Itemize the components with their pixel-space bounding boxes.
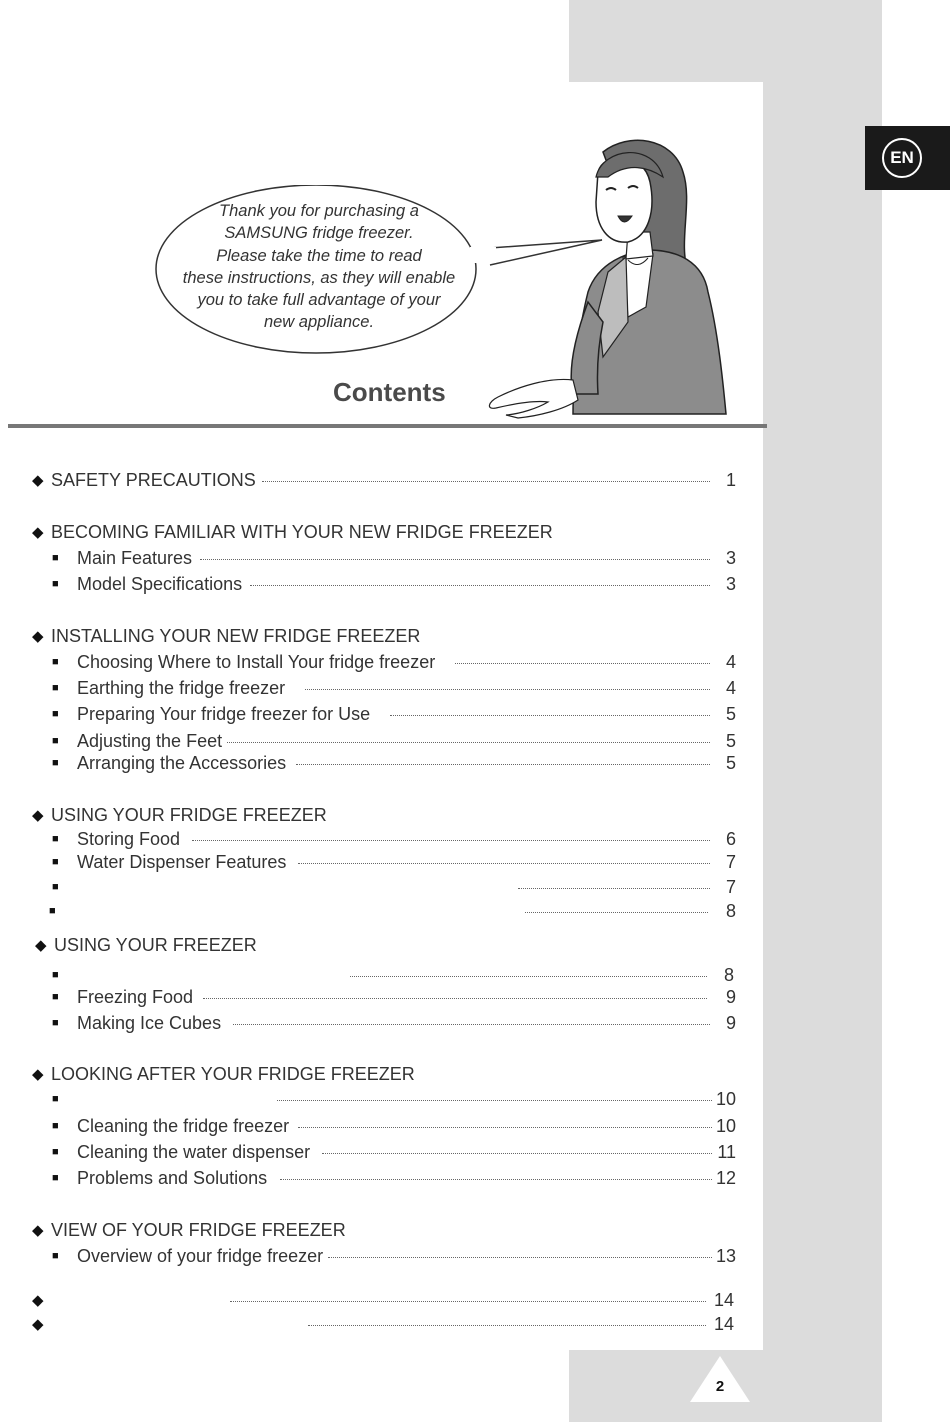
toc-label: Choosing Where to Install Your fridge freezer <box>77 652 439 673</box>
square-bullet-icon: ■ <box>52 1250 59 1262</box>
toc-row[interactable] <box>0 574 740 598</box>
diamond-bullet-icon: ◆ <box>32 472 44 489</box>
dot-leader <box>227 742 710 743</box>
toc-row[interactable] <box>0 1116 740 1140</box>
toc-page: 3 <box>725 574 736 594</box>
dot-leader <box>296 764 710 765</box>
square-bullet-icon: ■ <box>49 905 56 917</box>
square-bullet-icon: ■ <box>52 578 59 590</box>
toc-row[interactable] <box>0 731 740 755</box>
dot-leader <box>192 840 710 841</box>
dot-leader <box>308 1325 706 1326</box>
square-bullet-icon: ■ <box>52 708 59 720</box>
toc-row[interactable] <box>0 1246 740 1270</box>
diamond-bullet-icon: ◆ <box>32 1292 44 1309</box>
toc-label: Arranging the Accessories <box>77 753 290 774</box>
square-bullet-icon: ■ <box>52 1017 59 1029</box>
diamond-bullet-icon: ◆ <box>32 1222 44 1239</box>
dot-leader <box>298 1127 712 1128</box>
dot-leader <box>280 1179 712 1180</box>
toc-page: 8 <box>725 901 736 921</box>
toc-row[interactable] <box>0 852 740 876</box>
toc-page: 1 <box>725 470 736 490</box>
toc-page: 6 <box>725 829 736 849</box>
toc-label: INSTALLING YOUR NEW FRIDGE FREEZER <box>51 626 424 647</box>
toc-row[interactable] <box>0 548 740 572</box>
toc-row[interactable] <box>0 965 740 989</box>
dot-leader <box>298 863 710 864</box>
toc-page: 10 <box>715 1116 736 1136</box>
square-bullet-icon: ■ <box>52 682 59 694</box>
toc-page: 7 <box>725 877 736 897</box>
bubble-line: Please take the time to read <box>216 246 422 265</box>
toc-row[interactable] <box>0 626 740 650</box>
toc-label: Cleaning the fridge freezer <box>77 1116 293 1137</box>
dot-leader <box>305 689 710 690</box>
toc-label: LOOKING AFTER YOUR FRIDGE FREEZER <box>51 1064 419 1085</box>
dot-leader <box>203 998 707 999</box>
toc-label: Problems and Solutions <box>77 1168 271 1189</box>
dot-leader <box>328 1257 712 1258</box>
toc-row[interactable] <box>0 753 740 777</box>
toc-row[interactable] <box>0 1314 740 1338</box>
dot-leader <box>390 715 710 716</box>
dot-leader <box>350 976 707 977</box>
toc-row[interactable] <box>0 805 740 829</box>
toc-page: 14 <box>713 1314 734 1334</box>
toc-page: 9 <box>725 987 736 1007</box>
toc-page: 9 <box>725 1013 736 1033</box>
toc-row[interactable] <box>0 1168 740 1192</box>
toc-label: Freezing Food <box>77 987 197 1008</box>
toc-row[interactable] <box>0 470 740 494</box>
toc-row[interactable] <box>0 1064 740 1088</box>
speech-bubble-text <box>160 200 478 334</box>
bubble-line: you to take full advantage of your <box>197 291 441 310</box>
toc-label: Earthing the fridge freezer <box>77 678 289 699</box>
toc-label: Main Features <box>77 548 196 569</box>
toc-page: 8 <box>723 965 734 985</box>
toc-row[interactable] <box>0 1142 740 1166</box>
square-bullet-icon: ■ <box>52 833 59 845</box>
toc-page: 5 <box>725 731 736 751</box>
toc-page: 12 <box>715 1168 736 1188</box>
dot-leader <box>525 912 708 913</box>
toc-page: 14 <box>713 1290 734 1310</box>
square-bullet-icon: ■ <box>52 735 59 747</box>
dot-leader <box>455 663 710 664</box>
toc-label: Making Ice Cubes <box>77 1013 225 1034</box>
toc-page: 11 <box>717 1142 736 1162</box>
square-bullet-icon: ■ <box>52 1093 59 1105</box>
toc-row[interactable] <box>0 522 740 546</box>
toc-label: VIEW OF YOUR FRIDGE FREEZER <box>51 1220 350 1241</box>
dot-leader <box>200 559 710 560</box>
language-tab <box>865 126 950 190</box>
toc-row[interactable] <box>0 704 740 728</box>
bubble-line: new appliance. <box>263 313 375 332</box>
toc-row[interactable] <box>0 652 740 676</box>
toc-label: USING YOUR FRIDGE FREEZER <box>51 805 331 826</box>
square-bullet-icon: ■ <box>52 757 59 769</box>
toc-label: Cleaning the water dispenser <box>77 1142 314 1163</box>
toc-label: Overview of your fridge freezer <box>77 1246 327 1267</box>
toc-page: 7 <box>725 852 736 872</box>
dot-leader <box>250 585 710 586</box>
toc-label: Model Specifications <box>77 574 246 595</box>
background-panel-side <box>763 82 882 1352</box>
dot-leader <box>277 1100 712 1101</box>
toc-row[interactable] <box>0 987 740 1011</box>
diamond-bullet-icon: ◆ <box>35 937 47 954</box>
bubble-line: these instructions, as they will enable <box>182 268 456 287</box>
toc-page: 13 <box>715 1246 736 1266</box>
diamond-bullet-icon: ◆ <box>32 1316 44 1333</box>
square-bullet-icon: ■ <box>52 881 59 893</box>
toc-page: 4 <box>725 678 736 698</box>
toc-page: 5 <box>725 704 736 724</box>
toc-row[interactable] <box>0 678 740 702</box>
square-bullet-icon: ■ <box>52 856 59 868</box>
square-bullet-icon: ■ <box>52 969 59 981</box>
square-bullet-icon: ■ <box>52 552 59 564</box>
square-bullet-icon: ■ <box>52 1120 59 1132</box>
toc-label: Adjusting the Feet <box>77 731 226 752</box>
toc-page: 4 <box>725 652 736 672</box>
toc-row[interactable] <box>0 877 740 901</box>
toc-label: Storing Food <box>77 829 184 850</box>
dot-leader <box>518 888 710 889</box>
diamond-bullet-icon: ◆ <box>32 628 44 645</box>
square-bullet-icon: ■ <box>52 1146 59 1158</box>
toc-page: 5 <box>725 753 736 773</box>
diamond-bullet-icon: ◆ <box>32 1066 44 1083</box>
bubble-line: SAMSUNG fridge freezer. <box>224 224 414 243</box>
diamond-bullet-icon: ◆ <box>32 807 44 824</box>
contents-title: Contents <box>333 377 446 407</box>
page-number: 2 <box>715 1378 725 1395</box>
background-panel-top <box>569 0 882 82</box>
toc-page: 3 <box>725 548 736 568</box>
toc-label: USING YOUR FREEZER <box>54 935 261 956</box>
woman-illustration <box>478 132 733 422</box>
bubble-line: Thank you for purchasing a <box>219 202 419 220</box>
toc-row[interactable] <box>0 935 740 959</box>
toc-page: 10 <box>715 1089 736 1109</box>
dot-leader <box>233 1024 710 1025</box>
toc-row[interactable] <box>0 901 740 925</box>
square-bullet-icon: ■ <box>52 656 59 668</box>
toc-label: Preparing Your fridge freezer for Use <box>77 704 374 725</box>
toc-row[interactable] <box>0 829 740 853</box>
toc-label: BECOMING FAMILIAR WITH YOUR NEW FRIDGE FREEZER <box>51 522 557 543</box>
toc-row[interactable] <box>0 1089 740 1113</box>
toc-label: Water Dispenser Features <box>77 852 290 873</box>
divider-line <box>8 424 767 428</box>
diamond-bullet-icon: ◆ <box>32 524 44 541</box>
toc-row[interactable] <box>0 1290 740 1314</box>
dot-leader <box>262 481 710 482</box>
toc-row[interactable] <box>0 1220 740 1244</box>
toc-row[interactable] <box>0 1013 740 1037</box>
square-bullet-icon: ■ <box>52 991 59 1003</box>
dot-leader <box>322 1153 712 1154</box>
square-bullet-icon: ■ <box>52 1172 59 1184</box>
dot-leader <box>230 1301 706 1302</box>
toc-label: SAFETY PRECAUTIONS <box>51 470 260 491</box>
language-code: EN <box>882 138 922 178</box>
